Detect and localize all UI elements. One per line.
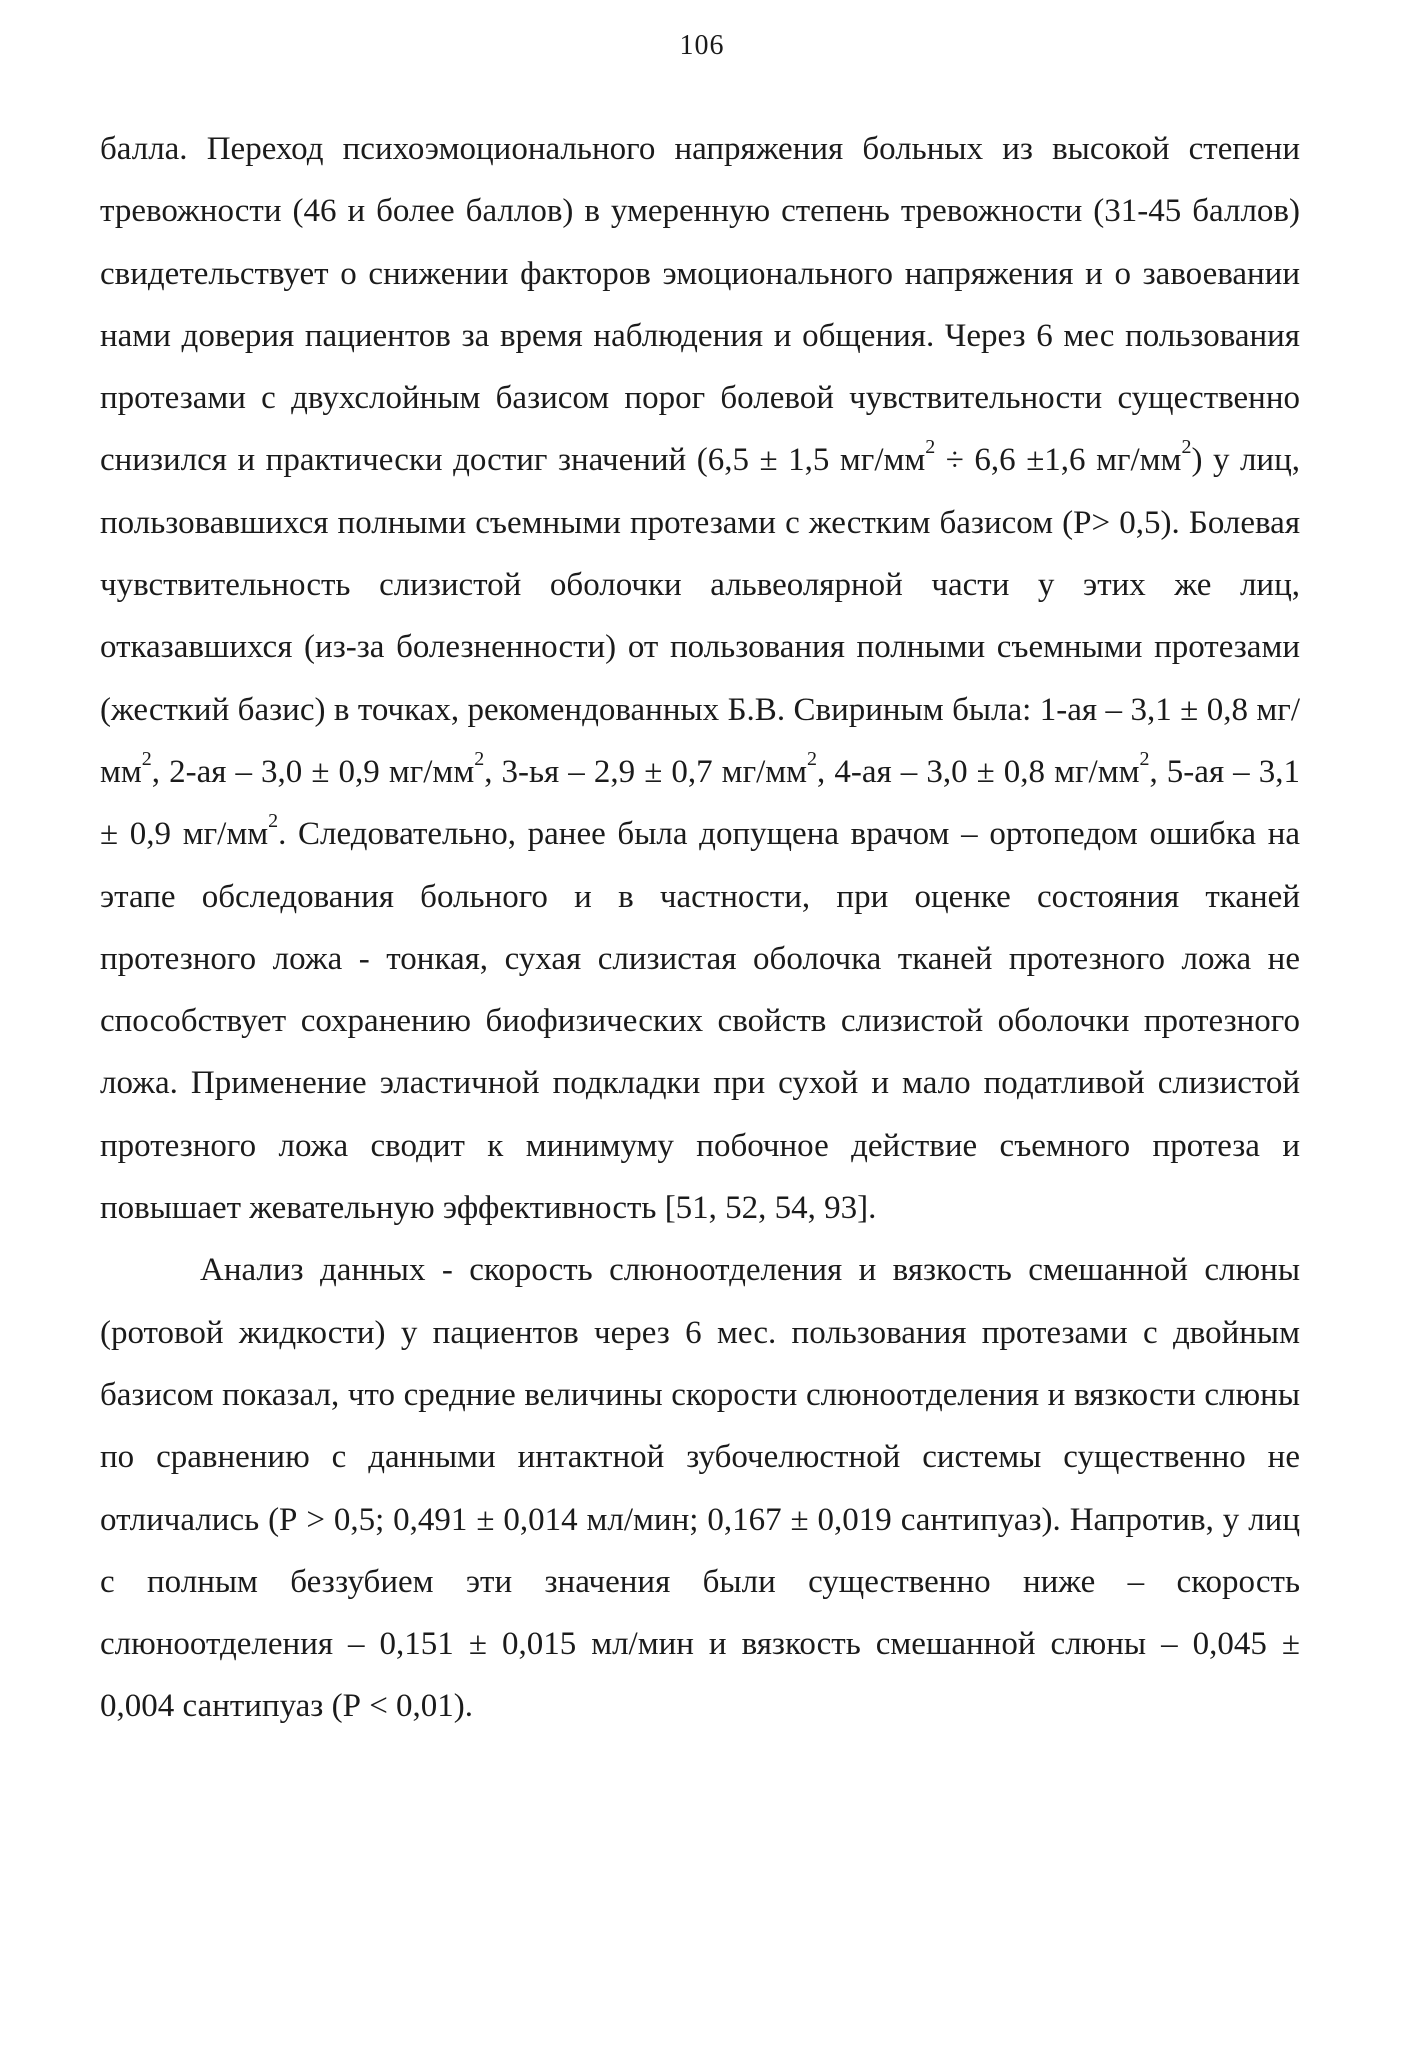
text-segment: , 3-ья – 2,9 ± 0,7 мг/мм: [484, 753, 808, 790]
superscript: 2: [1181, 436, 1192, 459]
superscript: 2: [925, 436, 936, 459]
superscript: 2: [268, 810, 279, 833]
text-body: [100, 118, 1300, 1738]
superscript: 2: [141, 747, 152, 770]
superscript: 2: [807, 747, 818, 770]
text-segment: балла. Переход психоэмоционального напряжения больных из высокой степени тревожности (46 и более баллов) в умеренную степень тревожности (31-45 баллов) свидетельствует о снижении факторов эмоционального напряжения и о завоевании нами доверия пациентов за время наблюдения и общения. Через 6 мес пользования протезами с двухслойным базисом порог болевой чувствительности существенно снизился и практически достиг значений (6,5 ± 1,5 мг/мм: [100, 131, 1300, 479]
paragraph: [100, 118, 1300, 1239]
superscript: 2: [474, 747, 485, 770]
superscript: 2: [1139, 747, 1150, 770]
text-segment: Анализ данных - скорость слюноотделения и вязкость смешанной слюны (ротовой жидкости) у пациентов через 6 мес. пользования протезами с двойным базисом показал, что средние величины скорости слюноотделения и вязкости слюны по сравнению с данными интактной зубочелюстной системы существенно не отличались (Р > 0,5; 0,491 ± 0,014 мл/мин; 0,167 ± 0,019 сантипуаз). Напротив, у лиц с полным беззубием эти значения были существенно ниже – скорость слюноотделения – 0,151 ± 0,015 мл/мин и вязкость смешанной слюны – 0,045 ± 0,004 сантипуаз (Р < 0,01).: [100, 1252, 1300, 1725]
text-segment: ) у лиц, пользовавшихся полными съемными протезами с жестким базисом (Р> 0,5). Болевая чувствительность слизистой оболочки альвеолярной части у этих же лиц, отказавшихся (из-за болезненности) от пользования полными съемными протезами (жесткий базис) в точках, рекомендованных Б.В. Свириным была: 1-ая – 3,1 ± 0,8 мг/мм: [100, 442, 1301, 790]
page-number: 106: [679, 30, 725, 61]
paragraph: [100, 1239, 1300, 1737]
text-segment: , 4-ая – 3,0 ± 0,8 мг/мм: [817, 753, 1140, 790]
text-segment: , 5-ая – 3,1 ± 0,9 мг/мм: [100, 753, 1301, 853]
text-segment: , 2-ая – 3,0 ± 0,9 мг/мм: [151, 753, 475, 790]
text-segment: ÷ 6,6 ±1,6 мг/мм: [935, 442, 1182, 479]
text-segment: . Следовательно, ранее была допущена врачом – ортопедом ошибка на этапе обследования больного и в частности, при оценке состояния тканей протезного ложа - тонкая, сухая слизистая оболочка тканей протезного ложа не способствует сохранению биофизических свойств слизистой оболочки протезного ложа. Применение эластичной подкладки при сухой и мало податливой слизистой протезного ложа сводит к минимуму побочное действие съемного протеза и повышает жевательную эффективность [51, 52, 54, 93].: [100, 816, 1301, 1227]
